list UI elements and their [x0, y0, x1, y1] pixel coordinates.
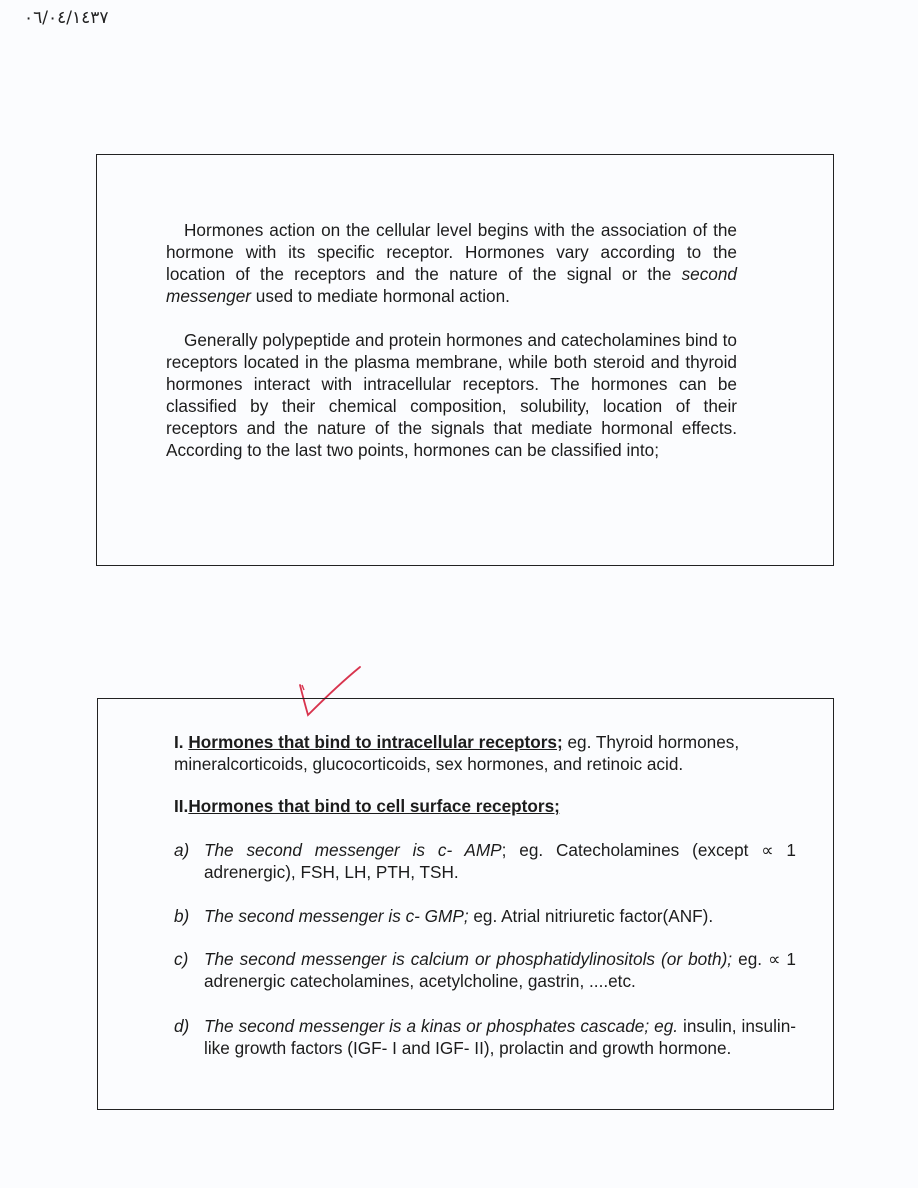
list-item-a: a) The second messenger is c- AMP; eg. Catecholamines (except ∝ 1 adrenergic), FSH, LH, PTH, TSH. — [174, 840, 796, 882]
list-item-b: b) The second messenger is c- GMP; eg. Atrial nitriuretic factor(ANF). — [174, 906, 714, 926]
intro-paragraph-1: Hormones action on the cellular level begins with the association of the hormone with its specific receptor. Hormones vary according to the location of the receptors and the nature of the signal or the second messenger used to mediate hormonal action. — [166, 220, 737, 306]
section-2: II.Hormones that bind to cell surface receptors; — [174, 796, 560, 816]
intro-paragraph-2: Generally polypeptide and protein hormones and catecholamines bind to receptors located in the plasma membrane, while both steroid and thyroid hormones interact with intracellular receptors. The hormones can be classified by their chemical composition, solubility, location of their receptors and the nature of the signals that mediate hormonal effects. According to the last two points, hormones can be classified into; — [166, 330, 737, 460]
list-item-c: c) The second messenger is calcium or phosphatidylinositols (or both); eg. ∝ 1 adrenergic catecholamines, acetylcholine, gastrin, ....etc. — [174, 949, 796, 991]
text-box-intro — [96, 154, 834, 566]
handwritten-date: ٠٦/٠٤/١٤٣٧ — [24, 8, 109, 28]
list-item-d: d) The second messenger is a kinas or phosphates cascade; eg. insulin, insulin- like growth factors (IGF- I and IGF- II), prolactin and growth hormone. — [174, 1016, 796, 1058]
section-1: I. Hormones that bind to intracellular receptors; eg. Thyroid hormones, mineralcorticoids, glucocorticoids, sex hormones, and retinoic acid. — [174, 732, 740, 774]
text-box-classification — [97, 698, 834, 1110]
